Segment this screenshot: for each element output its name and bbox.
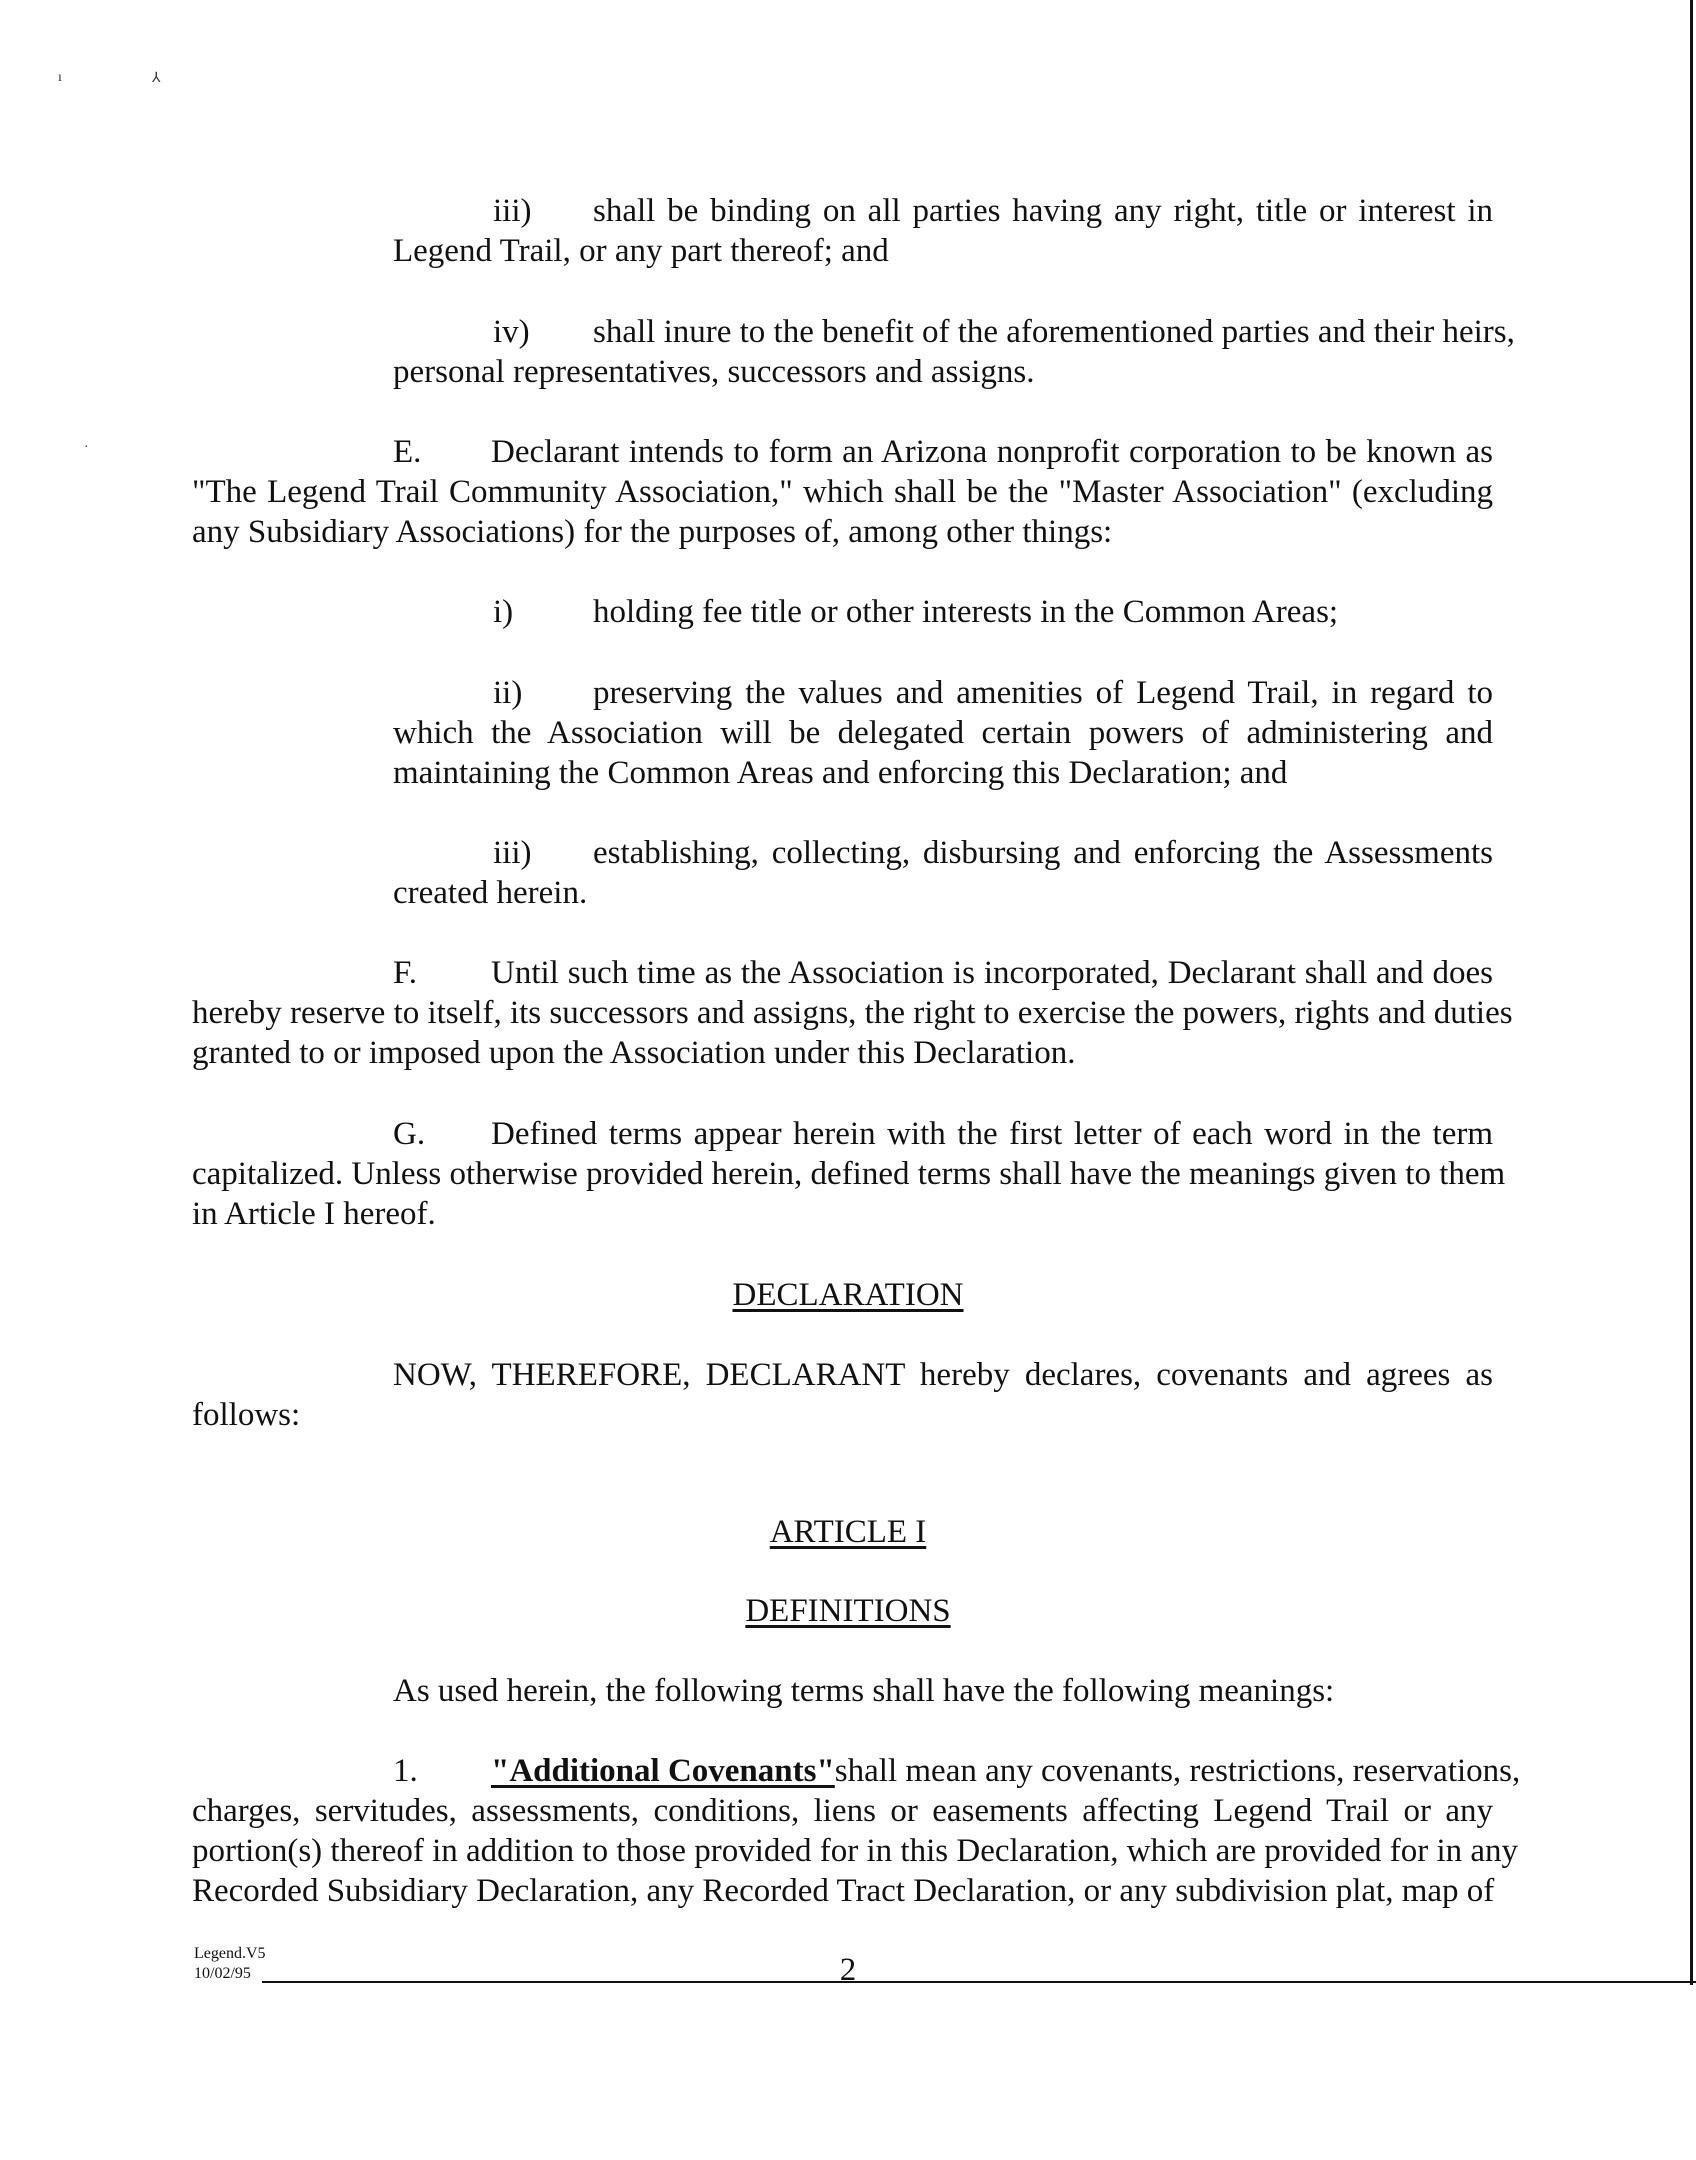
heading-text: ARTICLE I [769, 1514, 927, 1550]
page-number: 2 [839, 1952, 857, 1988]
paragraph-line: shall mean any covenants, restrictions, reservations, [834, 1753, 1521, 1789]
paragraph-line: personal representatives, successors and assigns. [393, 354, 1035, 390]
item-marker: ii) [493, 675, 523, 711]
item-marker: E. [393, 434, 422, 470]
item-marker: i) [493, 594, 514, 630]
item-marker: iii) [493, 835, 532, 871]
paragraph-line: establishing, collecting, disbursing and enforcing the Assessments [593, 835, 1493, 871]
paragraph-line: in Article I hereof. [192, 1196, 436, 1232]
paragraph-line: "The Legend Trail Community Association," which shall be the "Master Association" (excluding [192, 474, 1493, 510]
paragraph-line: created herein. [393, 875, 588, 911]
paragraph-line: granted to or imposed upon the Association under this Declaration. [192, 1035, 1076, 1071]
paragraph-line: maintaining the Common Areas and enforcing this Declaration; and [393, 755, 1288, 791]
paragraph-line: Declarant intends to form an Arizona nonprofit corporation to be known as [491, 434, 1493, 470]
defined-term: "Additional Covenants" [491, 1753, 835, 1789]
paragraph-line: Recorded Subsidiary Declaration, any Recorded Tract Declaration, or any subdivision plat, map of [192, 1873, 1495, 1909]
paragraph-line: capitalized. Unless otherwise provided herein, defined terms shall have the meanings given to them [192, 1156, 1506, 1192]
article-heading [0, 1512, 1696, 1552]
paragraph-line: holding fee title or other interests in the Common Areas; [593, 594, 1339, 630]
section-heading-definitions [0, 1591, 1696, 1631]
item-marker: iv) [493, 314, 530, 350]
heading-text: DEFINITIONS [745, 1593, 951, 1629]
paragraph-line: preserving the values and amenities of Legend Trail, in regard to [593, 675, 1493, 711]
paragraph-line: NOW, THEREFORE, DECLARANT hereby declares, covenants and agrees as [393, 1357, 1493, 1393]
page-right-border [1690, 0, 1693, 1985]
paragraph-line: Legend Trail, or any part thereof; and [393, 233, 889, 269]
footer-rule [262, 1981, 1696, 1983]
item-marker: F. [393, 955, 417, 991]
paragraph-line: shall be binding on all parties having any right, title or interest in [593, 193, 1493, 229]
definitions-intro: As used herein, the following terms shall have the following meanings: [393, 1673, 1335, 1709]
paragraph-line: Defined terms appear herein with the first letter of each word in the term [491, 1116, 1493, 1152]
scan-speck: ı [58, 70, 62, 85]
footer-date: 10/02/95 [194, 1965, 251, 1982]
paragraph-line: portion(s) thereof in addition to those provided for in this Declaration, which are provided for in any [192, 1833, 1519, 1869]
paragraph-line: any Subsidiary Associations) for the purposes of, among other things: [192, 514, 1113, 550]
heading-text: DECLARATION [732, 1277, 964, 1313]
item-marker: 1. [393, 1753, 418, 1789]
item-marker: iii) [493, 193, 532, 229]
paragraph-line: hereby reserve to itself, its successors and assigns, the right to exercise the powers, rights and duties [192, 995, 1513, 1031]
scan-speck: ⅄ [152, 71, 161, 86]
section-heading-declaration [0, 1275, 1696, 1315]
footer-doc-id: Legend.V5 [194, 1945, 266, 1962]
item-marker: G. [393, 1116, 426, 1152]
paragraph-line: shall inure to the benefit of the aforementioned parties and their heirs, [593, 314, 1515, 350]
paragraph-line: Until such time as the Association is incorporated, Declarant shall and does [491, 955, 1493, 991]
scan-speck: · [84, 440, 89, 455]
paragraph-line: which the Association will be delegated certain powers of administering and [393, 715, 1493, 751]
paragraph-line: follows: [192, 1397, 301, 1433]
definition-first-line [491, 1751, 1521, 1791]
paragraph-line: charges, servitudes, assessments, conditions, liens or easements affecting Legend Trail or any [192, 1793, 1493, 1829]
